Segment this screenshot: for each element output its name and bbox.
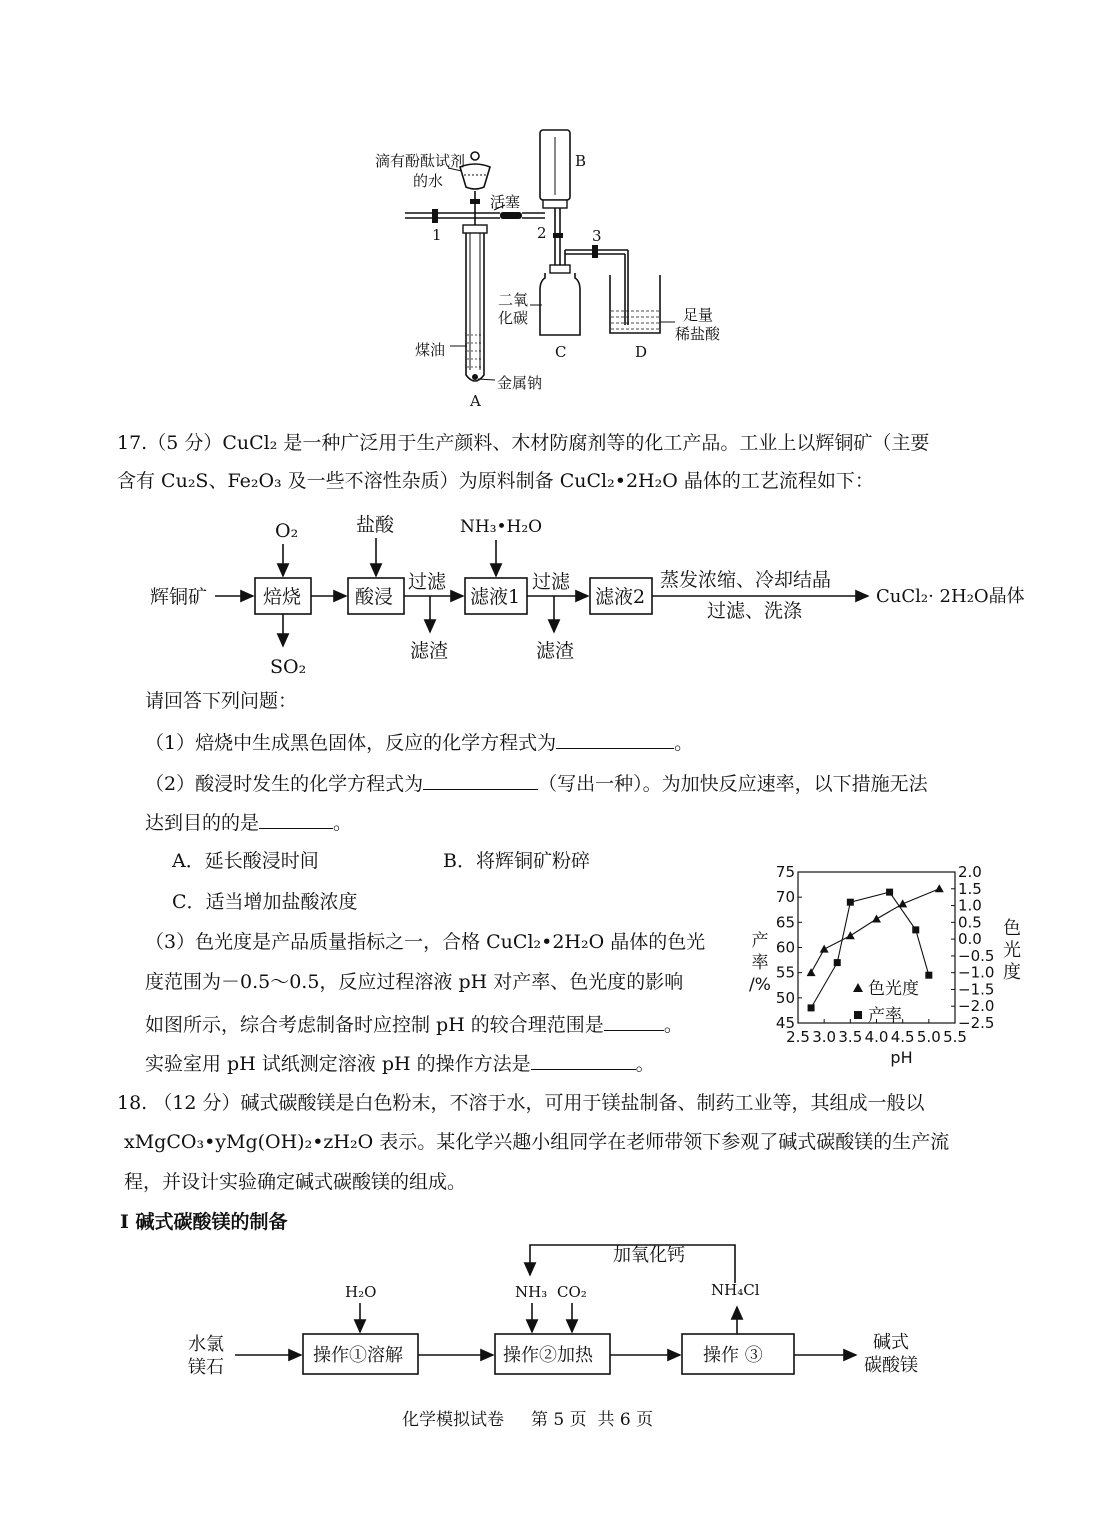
q17-part3-end-c: 。 [663, 1014, 683, 1036]
q17-part3-text-d: 实验室用 pH 试纸测定溶液 pH 的操作方法是 [145, 1053, 531, 1075]
label-co2-2: 化碳 [498, 309, 529, 327]
q17-option-a[interactable]: A．延长酸浸时间 [172, 850, 319, 872]
data-point-square [834, 959, 841, 966]
label-acid-2: 稀盐酸 [675, 325, 721, 343]
label-valve-2: 2 [537, 224, 547, 242]
flow17-step-bottom: 过滤、洗涤 [707, 600, 803, 622]
flow17-step-top: 蒸发浓缩、冷却结晶 [660, 569, 832, 591]
flow18-start-1: 水氯 [188, 1334, 224, 1355]
q18-intro-line3: 程，并设计实验确定碱式碳酸镁的组成。 [124, 1171, 467, 1193]
legend-marker-triangle [853, 983, 863, 992]
q18-intro-line2: xMgCO₃•yMg(OH)₂•zH₂O 表示。某化学兴趣小组同学在老师带领下参观了碱式碳酸镁的生产流 [124, 1131, 950, 1153]
flow18-box1-label: 操作①溶解 [313, 1345, 403, 1366]
y-right-tick-label: −0.5 [958, 946, 995, 965]
flow17-nh3h2o: NH₃•H₂O [460, 517, 543, 537]
flow17-so2: SO₂ [270, 656, 307, 678]
y-left-tick-label: 75 [775, 863, 795, 881]
y-left-axis-label: 率 [751, 953, 769, 973]
q17-intro-line2: 含有 Cu₂S、Fe₂O₃ 及一些不溶性杂质）为原料制备 CuCl₂•2H₂O 晶体的工艺流程如下： [117, 470, 874, 492]
data-point-triangle [807, 968, 816, 976]
y-right-axis-label: 色 [1003, 918, 1021, 939]
y-left-tick-label: 50 [775, 988, 795, 1007]
q17-part3-text-c: 如图所示，综合考虑制备时应控制 pH 的较合理范围是 [145, 1014, 604, 1036]
legend-label: 色光度 [868, 979, 919, 999]
x-tick-label: 4.0 [864, 1028, 889, 1046]
data-point-square [912, 926, 919, 933]
q17-part2-blank1[interactable] [423, 769, 538, 790]
x-tick-label: 5.5 [943, 1028, 967, 1046]
y-left-tick-label: 60 [775, 938, 795, 957]
label-funnel-1: 滴有酚酞试剂 [375, 152, 466, 170]
q17-part3-line3 [145, 1010, 683, 1039]
q17-part3-blank1[interactable] [604, 1010, 664, 1031]
flow18-loop-label: 加氧化钙 [613, 1245, 685, 1266]
q17-part2-line1 [145, 769, 928, 798]
q17-option-c[interactable]: C．适当增加盐酸浓度 [172, 891, 358, 913]
series-line-triangle [811, 889, 939, 973]
y-right-tick-label: 2.0 [958, 863, 982, 881]
y-left-tick-label: 65 [775, 913, 795, 932]
label-sodium: 金属钠 [497, 374, 543, 392]
data-point-triangle [872, 914, 881, 922]
page-footer: 化学模拟试卷 第 5 页 共 6 页 [402, 1410, 654, 1430]
q17-part2-text-a: （2）酸浸时发生的化学方程式为 [145, 773, 424, 795]
label-acid-1: 足量 [683, 306, 714, 324]
q17-part1-end: 。 [674, 732, 694, 754]
label-co2-1: 二氧 [498, 291, 529, 309]
flow17-residue1: 滤渣 [410, 640, 449, 662]
flow17-hcl: 盐酸 [356, 514, 395, 536]
q17-part2-text-b: （写出一种）。为加快反应速率，以下措施无法 [538, 773, 928, 795]
label-valve-1: 1 [432, 226, 442, 244]
flow18-nh3: NH₃ [515, 1283, 548, 1301]
y-right-tick-label: 1.5 [958, 879, 982, 898]
flow17-filter2: 过滤 [532, 571, 571, 593]
q17-part2-text-c: 达到目的的是 [145, 812, 260, 834]
y-right-tick-label: −1.5 [958, 980, 995, 999]
y-right-tick-label: 0.0 [958, 930, 982, 949]
data-point-triangle [820, 945, 829, 953]
x-tick-label: 5.0 [916, 1028, 941, 1046]
y-right-tick-label: 0.5 [958, 913, 982, 932]
flow17-residue2: 滤渣 [536, 640, 575, 662]
q17-part1 [145, 728, 693, 757]
y-right-axis-label: 光 [1003, 940, 1021, 961]
flow17-box1-label: 焙烧 [263, 586, 302, 608]
flow18-box2-label: 操作②加热 [503, 1345, 593, 1366]
ph-chart [740, 858, 1040, 1078]
x-tick-label: 4.5 [890, 1028, 915, 1046]
legend-label: 产率 [868, 1006, 902, 1026]
label-funnel-2: 的水 [413, 172, 444, 190]
data-point-square [886, 889, 893, 896]
y-right-tick-label: 1.0 [958, 896, 982, 915]
q17-part2-line2 [145, 808, 352, 837]
q18-section-heading: Ⅰ 碱式碳酸镁的制备 [120, 1211, 288, 1233]
x-tick-label: 2.5 [786, 1028, 810, 1046]
chart-frame [798, 872, 955, 1023]
y-left-axis-label: /% [749, 975, 771, 995]
y-left-tick-label: 55 [775, 963, 795, 982]
flow17-o2: O₂ [275, 520, 299, 542]
x-tick-label: 3.5 [838, 1028, 863, 1046]
data-point-triangle [935, 884, 944, 892]
y-right-tick-label: −2.0 [958, 997, 995, 1016]
flow17-box2-label: 酸浸 [355, 586, 394, 608]
x-tick-label: 3.0 [812, 1028, 837, 1046]
flow17-box4-label: 滤液2 [595, 586, 646, 608]
legend-marker-square [854, 1011, 862, 1019]
q17-part1-blank[interactable] [556, 728, 674, 749]
data-point-square [808, 1004, 815, 1011]
flow17-start: 辉铜矿 [150, 586, 208, 608]
label-a: A [470, 392, 481, 410]
q17-part3-line4 [145, 1049, 655, 1078]
label-kerosene: 煤油 [415, 341, 446, 359]
y-right-tick-label: −2.5 [958, 1014, 995, 1032]
flow17-box3-label: 滤液1 [470, 586, 521, 608]
flow17-product: CuCl₂· 2H₂O晶体 [876, 586, 1025, 607]
data-point-square [847, 899, 854, 906]
flow18-end-2: 碳酸镁 [864, 1355, 918, 1376]
flow18-co2: CO₂ [557, 1283, 587, 1301]
q17-option-b[interactable]: B．将辉铜矿粉碎 [443, 850, 590, 872]
q17-part2-blank2[interactable] [259, 808, 333, 829]
q17-prompt: 请回答下列问题： [145, 690, 298, 712]
data-point-triangle [846, 931, 855, 939]
x-axis-label: pH [890, 1048, 913, 1067]
flow18-end-1: 碱式 [873, 1332, 909, 1353]
flow18-h2o: H₂O [345, 1283, 377, 1301]
y-left-tick-label: 45 [775, 1014, 795, 1032]
q17-intro-line1: 17.（5 分）CuCl₂ 是一种广泛用于生产颜料、木材防腐剂等的化工产品。工业上以辉铜矿（主要 [117, 432, 930, 454]
q17-part3-blank2[interactable] [531, 1049, 636, 1070]
label-c: C [555, 343, 567, 361]
y-right-axis-label: 度 [1003, 962, 1021, 983]
label-stopcock: 活塞 [490, 193, 521, 211]
flow18-start-2: 镁石 [188, 1357, 224, 1378]
q17-part3-end-d: 。 [635, 1053, 655, 1075]
flow18-box3-label: 操作 ③ [703, 1345, 763, 1366]
label-d: D [635, 343, 648, 361]
label-b: B [575, 152, 587, 170]
q17-part3-line2: 度范围为－0.5～0.5，反应过程溶液 pH 对产率、色光度的影响 [145, 971, 684, 993]
q17-part1-text: （1）焙烧中生成黑色固体，反应的化学方程式为 [145, 732, 557, 754]
y-left-tick-label: 70 [775, 888, 795, 907]
flow17-filter1: 过滤 [408, 571, 447, 593]
q17-part2-end: 。 [333, 812, 353, 834]
y-left-axis-label: 产 [751, 931, 769, 951]
data-point-square [925, 972, 932, 979]
q18-intro-line1: 18. （12 分）碱式碳酸镁是白色粉末，不溶于水，可用于镁盐制备、制药工业等，其组成一般以 [117, 1092, 925, 1114]
y-right-tick-label: −1.0 [958, 963, 995, 982]
q17-part3-line1: （3）色光度是产品质量指标之一，合格 CuCl₂•2H₂O 晶体的色光 [145, 931, 706, 953]
flow18-nh4cl: NH₄Cl [711, 1281, 760, 1299]
label-valve-3: 3 [592, 227, 602, 245]
